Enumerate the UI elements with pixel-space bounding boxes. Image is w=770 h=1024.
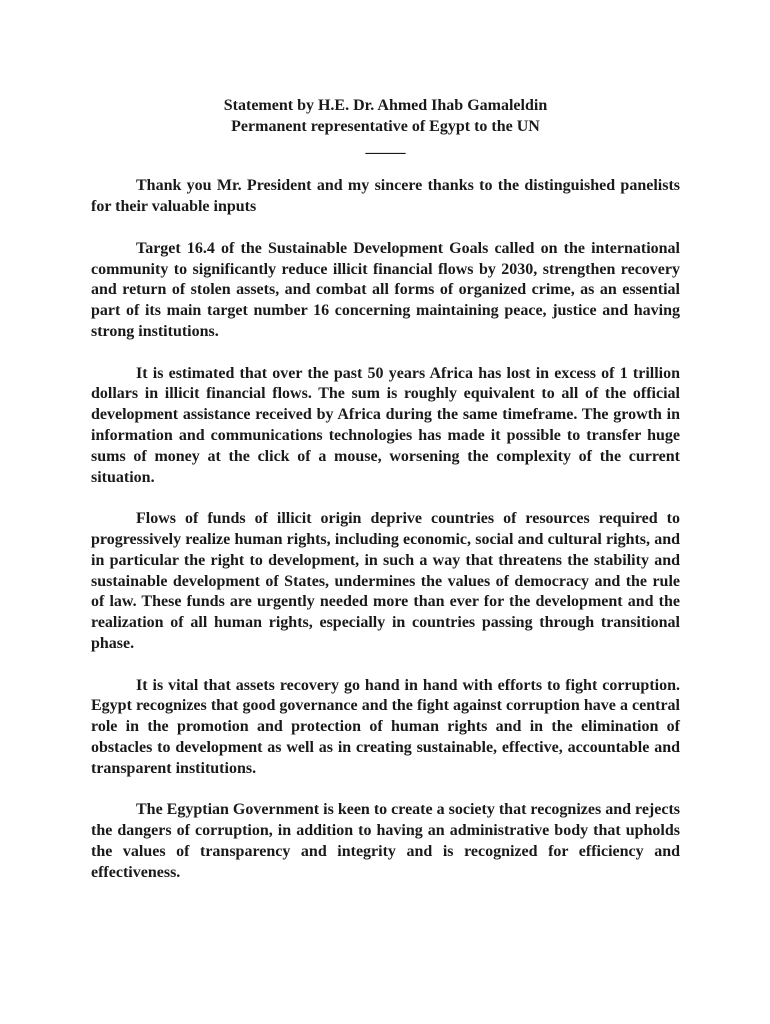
paragraph-egyptian-government: The Egyptian Government is keen to create a society that recognizes and rejects the dangers of corruption, in addition to having an administrative body that upholds the values of transparency and integrity and is recognized for efficiency and effectiveness.	[91, 801, 680, 881]
statement-heading	[91, 96, 680, 158]
paragraph-asset-recovery: It is vital that assets recovery go hand in hand with efforts to fight corruption. Egypt recognizes that good governance and the fight against corruption have a central role in the promotion and protection of human rights and in the elimination of obstacles to development as well as in creating sustainable, effective, accountable and transparent institutions.	[91, 676, 680, 777]
paragraph-target-16-4: Target 16.4 of the Sustainable Development Goals called on the international community to significantly reduce illicit financial flows by 2030, strengthen recovery and return of stolen assets, and combat all forms of organized crime, as an essential part of its main target number 16 concerning maintaining peace, justice and having strong institutions.	[91, 239, 680, 340]
paragraph-africa-losses: It is estimated that over the past 50 years Africa has lost in excess of 1 trillion dollars in illicit financial flows. The sum is roughly equivalent to all of the official development assistance received by Africa during the same timeframe. The growth in information and communications technologies has made it possible to transfer huge sums of money at the click of a mouse, worsening the complexity of the current situation.	[91, 364, 680, 486]
document-body	[91, 96, 680, 904]
heading-divider: _____	[365, 138, 406, 156]
heading-title: Statement by H.E. Dr. Ahmed Ihab Gamaleldin	[223, 97, 548, 114]
paragraph-thanks: Thank you Mr. President and my sincere thanks to the distinguished panelists for their valuable inputs	[91, 177, 680, 216]
heading-subtitle: Permanent representative of Egypt to the UN	[231, 117, 540, 135]
paragraph-illicit-funds: Flows of funds of illicit origin deprive countries of resources required to progressively realize human rights, including economic, social and cultural rights, and in particular the right to development, in such a way that threatens the stability and sustainable development of States, undermines the values of democracy and the rule of law. These funds are urgently needed more than ever for the development and the realization of all human rights, especially in countries passing through transitional phase.	[91, 510, 680, 652]
